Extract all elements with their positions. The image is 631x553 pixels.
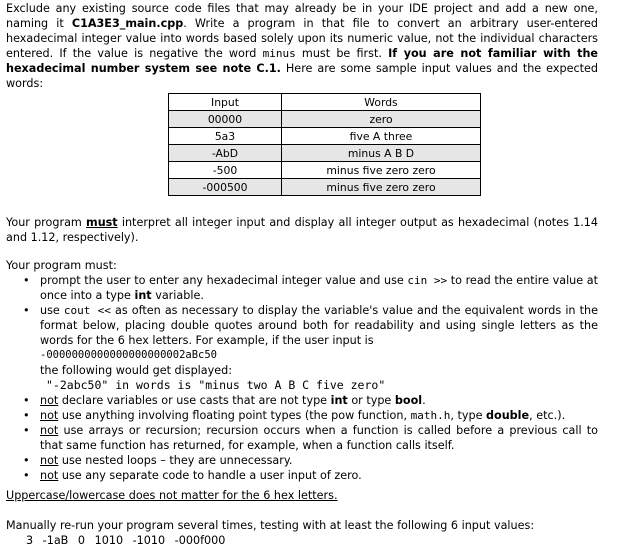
example-output: "-2abc50" in words is "minus two A B C five zero": [46, 378, 386, 392]
filename: C1A3E3_main.cpp: [71, 17, 184, 30]
test-values: 3 -1aB 0 1010 -1010 -000f000: [26, 534, 226, 547]
intro-text: Here are some sample input values and the expected words:: [6, 62, 598, 90]
header-words: Words: [282, 94, 481, 111]
must-emphasis: must: [86, 216, 118, 229]
cell-input: -000500: [169, 179, 282, 196]
cell-words: minus five zero zero: [282, 162, 481, 179]
sample-table: [168, 93, 481, 196]
cell-words: zero: [282, 111, 481, 128]
intro-text: . Write a program in that file to convert an arbitrary user-entered hexadecimal integer value into words based solely upon its numeric value, not the individual characters entered. If the value is negative the word: [6, 17, 598, 60]
list-item: • prompt the user to enter any hexadecimal integer value and use cin >> to read the entire value at once into a type int variable.: [23, 274, 598, 302]
intro-text: must be first.: [295, 47, 389, 60]
cell-words: minus five zero zero: [282, 179, 481, 196]
requirements-heading: Your program must:: [6, 259, 117, 272]
list-item: • not declare variables or use casts that are not type int or type bool.: [23, 394, 426, 407]
table-row: [169, 128, 481, 145]
rerun-paragraph: Manually re-run your program several times, testing with at least the following 6 input values:: [6, 519, 535, 532]
not-emphasis: not: [40, 454, 59, 467]
cout-code: cout <<: [63, 304, 111, 317]
header-input: Input: [169, 94, 282, 111]
intro-paragraph: [6, 1, 598, 91]
int-type: int: [134, 289, 152, 302]
bullet-icon: •: [23, 469, 30, 482]
bullet-icon: •: [23, 454, 30, 467]
list-item: • not use arrays or recursion; recursion occurs when a function is called before a previous call to that same function has returned, for example, when a function calls itself.: [23, 424, 598, 452]
list-item: • use cout << as often as necessary to display the variable's value and the equivalent words in the format below, placing double quotes around both for readability and using single letters as the words for the 6 hex letters. For example, if the user input is -0000000000000000000002aBc50 the following would get displayed: "-2abc50" in words is "minus two A B C five zero": [23, 304, 598, 392]
example-input: -0000000000000000000002aBc50: [40, 349, 218, 361]
interpret-paragraph: [6, 215, 598, 245]
cell-input: -AbD: [169, 145, 282, 162]
interpret-text: Your program: [6, 216, 87, 229]
not-emphasis: not: [40, 424, 59, 437]
not-emphasis: not: [40, 394, 59, 407]
table-row: [169, 179, 481, 196]
cell-input: 00000: [169, 111, 282, 128]
table-row: [169, 111, 481, 128]
list-item: • not use any separate code to handle a user input of zero.: [23, 469, 362, 482]
case-note: Uppercase/lowercase does not matter for the 6 hex letters.: [6, 489, 338, 502]
bullet-icon: •: [23, 394, 30, 407]
bullet-icon: •: [23, 274, 30, 287]
table-row: [169, 162, 481, 179]
minus-keyword: minus: [262, 47, 296, 60]
interpret-text: interpret all integer input and display all integer output as hexadecimal (notes 1.14 and 1.12, respectively).: [6, 216, 599, 244]
not-emphasis: not: [40, 409, 59, 422]
bullet-icon: •: [23, 424, 30, 437]
bullet-icon: •: [23, 304, 30, 317]
hex-note: If you are not familiar with the hexadecimal number system see note C.1.: [6, 47, 598, 75]
bullet-icon: •: [23, 409, 30, 422]
cell-words: five A three: [282, 128, 481, 145]
displayed-label: the following would get displayed:: [40, 364, 233, 377]
list-item: • not use nested loops – they are unnecessary.: [23, 454, 293, 467]
cell-input: -500: [169, 162, 282, 179]
cell-input: 5a3: [169, 128, 282, 145]
cin-code: cin >>: [407, 274, 448, 287]
cell-words: minus A B D: [282, 145, 481, 162]
not-emphasis: not: [40, 469, 59, 482]
list-item: • not use anything involving floating point types (the pow function, math.h, type double, etc.).: [23, 409, 566, 422]
table-header-row: [169, 94, 481, 111]
intro-text: Exclude any existing source code files that may already be in your IDE project and add a new one, naming it: [6, 2, 598, 30]
requirements-list: [6, 273, 598, 483]
table-row: [169, 145, 481, 162]
